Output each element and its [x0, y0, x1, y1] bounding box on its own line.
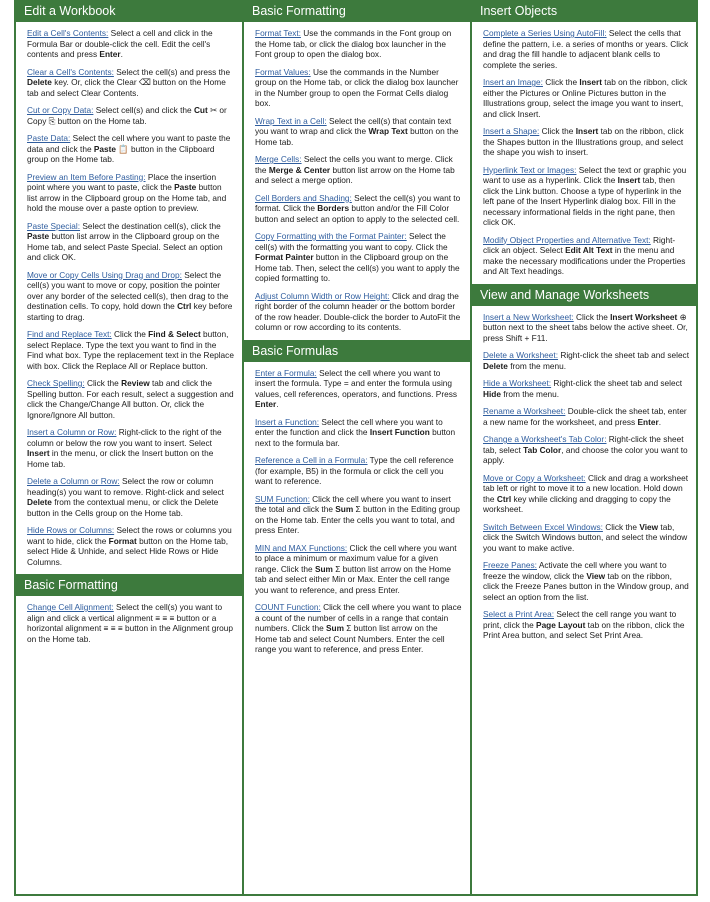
tip-item	[255, 154, 462, 186]
tip-title[interactable]: Cell Borders and Shading:	[255, 192, 352, 203]
section-header-edit-workbook: Edit a Workbook	[16, 0, 242, 22]
tip-title[interactable]: Change Cell Alignment:	[27, 602, 114, 612]
section-header-basic-formatting-2: Basic Formatting	[244, 0, 470, 22]
tip-text: Select the cells that define the pattern, i.e. a series of months or years. Click and drag the fill handle to adjacent blank cells to complete the series.	[483, 28, 689, 70]
tip-text-end: button list arrow in the Clipboard group on the Home tab, and select Paste Special. Select an option and click OK.	[27, 231, 223, 262]
section-basic-formatting-alignment	[16, 596, 242, 644]
tip-text-end: tab on the ribbon, click the Shapes button in the Illustrations group, and select the shape you wish to insert.	[483, 126, 684, 157]
tip-bold: Page Layout	[536, 619, 586, 630]
tip-bold: Format Painter	[255, 252, 314, 262]
tip-item	[255, 193, 462, 225]
tip-text-end: from the contextual menu, or click the Delete button in the Cells group on the Home tab.	[27, 497, 219, 518]
section-insert-objects	[472, 22, 698, 277]
tip-text-end: , and choose the color you want to apply.	[483, 444, 688, 465]
tip-text-end: in the menu and make the necessary modifications under the Properties and Alt Text headings.	[483, 245, 686, 276]
tip-item	[27, 329, 234, 371]
tip-bold: Wrap Text	[368, 126, 408, 136]
tip-text: Click the	[84, 378, 122, 388]
column-1	[16, 0, 244, 894]
tip-title[interactable]: Hyperlink Text or Images:	[483, 164, 577, 175]
tip-bold: Delete	[27, 77, 52, 87]
tip-item	[27, 133, 234, 165]
tip-item	[255, 67, 462, 109]
tip-bold: Sum	[314, 563, 333, 574]
tip-title[interactable]: Switch Between Excel Windows:	[483, 521, 603, 532]
tip-text-end: key before starting to drag.	[27, 301, 233, 322]
tip-bold: Enter	[99, 49, 121, 59]
tip-text: Click the cell where you want to insert the total and click the	[255, 493, 451, 514]
tip-bold: Enter	[637, 416, 659, 427]
tip-bold: ≡ ≡ ≡	[155, 612, 175, 623]
tip-title[interactable]: Freeze Panes:	[483, 560, 537, 570]
tip-text: Select the cell(s) and press the	[113, 66, 231, 77]
tip-title[interactable]: Delete a Worksheet:	[483, 350, 559, 360]
tip-bold: Paste	[174, 182, 197, 192]
tip-text-end: in the menu, or click the Insert button on the Home tab.	[27, 448, 214, 469]
tip-text-end: from the menu.	[500, 388, 560, 399]
tip-text: Double-click the sheet tab, enter a new name for the worksheet, and press	[483, 406, 687, 427]
tip-item	[483, 560, 690, 602]
tip-text-end: .	[658, 416, 662, 427]
tip-item	[27, 105, 234, 126]
tip-text: Click and drag the right border of the column header or the bottom border of the row header. Double-click the border to AutoFit the column or row according to its contents.	[255, 290, 461, 332]
tip-text-end: button and/or the Fill Color button and select an option to apply to the selected cell.	[255, 203, 460, 224]
tip-text-end: tab on the ribbon, click the Freeze Panes button in the Window group, and select an option from the list.	[483, 570, 689, 602]
tip-bold: Paste	[27, 231, 50, 241]
tip-text-end: from the menu.	[507, 360, 567, 371]
tip-bold: Merge & Center	[268, 164, 331, 175]
tip-bold: Insert	[27, 448, 50, 458]
tip-bold: Tab Color	[523, 444, 562, 455]
tip-title[interactable]: Check Spelling:	[27, 378, 85, 388]
tip-text: Right-click an object. Select	[483, 234, 676, 255]
tip-title[interactable]: Copy Formatting with the Format Painter:	[255, 231, 407, 241]
tip-bold: Cut	[193, 105, 208, 115]
tip-title[interactable]: Reference a Cell in a Formula:	[255, 455, 368, 465]
tip-bold: Insert Function	[369, 427, 430, 437]
tip-text: Use the commands in the Font group on the Home tab, or click the dialog box launcher in the Font group to open the dialog box.	[255, 28, 452, 59]
tip-title[interactable]: Merge Cells:	[255, 154, 302, 164]
tip-item	[483, 434, 690, 466]
tip-text-end: tab on the ribbon, click the Print Area button, and select Set Print Area.	[483, 619, 685, 640]
tip-text-end: button, select Replace. Type the text you want to find in the Find what box. Type the replacement text in the Replace with box. Click the Replace All or Replace button.	[27, 329, 234, 371]
tip-item	[483, 77, 690, 119]
tip-item	[27, 67, 234, 99]
tip-text: Select the cell range you want to print, click the	[483, 609, 677, 630]
tip-title[interactable]: Hide a Worksheet:	[483, 378, 552, 388]
tip-text: Select the cell(s) that contain text you want to wrap and click the	[255, 115, 452, 136]
tip-item	[27, 476, 234, 518]
tip-text: Select the cell(s) you want to align and click a vertical alignment	[27, 602, 223, 623]
tip-text-end: button list arrow on the Home tab and select a merge option.	[255, 164, 455, 185]
section-header-basic-formatting: Basic Formatting	[16, 574, 242, 596]
tip-item	[483, 473, 690, 515]
tip-text: Click the	[602, 521, 640, 532]
tip-text-end: key. Or, click the Clear ⌫ button on the Home tab and select Clear Contents.	[27, 77, 226, 98]
tip-bold: Insert Worksheet	[610, 311, 678, 322]
section-header-insert-objects: Insert Objects	[472, 0, 698, 22]
tip-text: Use the commands in the Number group on the Home tab, or click the dialog box launcher in the Number group to open the Format Cells dialog box.	[255, 66, 459, 108]
tip-text: Select the cell where you want to enter the function and click the	[255, 416, 443, 437]
tip-item	[483, 126, 690, 158]
tip-item	[483, 378, 690, 399]
tip-text: Select the row or column heading(s) you want to remove. Right-click and select	[27, 476, 224, 497]
tip-text-end: button in the Clipboard group on the Home tab. Then, select the cell(s) you want to apply the copied formatting to.	[255, 252, 460, 283]
tip-text: Right-click the sheet tab and select	[551, 378, 683, 388]
tip-text: Activate the cell where you want to freeze the window, click the	[483, 560, 667, 581]
tip-title[interactable]: MIN and MAX Functions:	[255, 542, 348, 553]
tip-item	[483, 28, 690, 70]
tip-bold: Format	[108, 535, 137, 546]
tip-text: Select the rows or columns you want to hide, click the	[27, 525, 232, 546]
tip-bold: View	[586, 570, 606, 581]
tip-text: Select the cells you want to merge. Click the	[255, 154, 453, 175]
tip-title[interactable]: Modify Object Properties and Alternative Text:	[483, 234, 651, 245]
tip-bold: Paste	[93, 143, 117, 154]
tip-item	[255, 602, 462, 655]
tip-title[interactable]: Insert a Function:	[255, 416, 320, 427]
section-basic-formatting	[244, 22, 470, 333]
tip-title[interactable]: SUM Function:	[255, 493, 310, 504]
tip-title[interactable]: Adjust Column Width or Row Height:	[255, 290, 390, 301]
tip-text-end: ✂ or Copy ⎘ button on the Home tab.	[27, 105, 227, 126]
tip-item	[255, 28, 462, 60]
tip-text-end: Σ button list arrow on the Home tab and select Count Numbers. Enter the cell range you want to reference, and press Enter.	[255, 623, 445, 654]
tip-item	[255, 455, 462, 487]
tip-item	[483, 350, 690, 371]
section-edit-workbook	[16, 22, 242, 567]
tip-text: Right-click the sheet tab and select	[558, 350, 690, 360]
tip-title[interactable]: Enter a Formula:	[255, 367, 317, 378]
tip-title[interactable]: Complete a Series Using AutoFill:	[483, 28, 607, 38]
tip-item	[27, 427, 234, 469]
tip-title[interactable]: Preview an Item Before Pasting:	[27, 171, 146, 182]
tip-bold: Sum	[326, 623, 344, 633]
tip-title[interactable]: Paste Data:	[27, 133, 71, 143]
tip-bold: View	[639, 521, 659, 532]
tip-text-end: tab, then click the Link button. Choose a type of hyperlink in the left pane of the Insert Hyperlink dialog box. Fill in the necessary informational fields in the right pane, then click OK.	[483, 175, 682, 227]
section-header-view-manage-worksheets: View and Manage Worksheets	[472, 284, 698, 306]
tip-text: Select a cell and click in the Formula Bar or double-click the cell. Edit the cell's contents and press	[27, 28, 213, 59]
tip-item	[255, 368, 462, 410]
tip-bold: Insert	[579, 77, 602, 87]
tip-title[interactable]: Insert a Column or Row:	[27, 427, 117, 437]
tip-bold: Find & Select	[148, 329, 201, 339]
tip-text-end: tab, click the Switch Windows button, and select the window you want to make active.	[483, 521, 688, 553]
tip-bold: Sum	[335, 504, 354, 514]
tip-text: Click the cell where you want to place a count of the number of cells in a range that contain numbers. Click the	[255, 602, 462, 633]
tip-item	[27, 221, 234, 263]
tip-bold: Insert	[575, 126, 599, 136]
tip-title[interactable]: Find and Replace Text:	[27, 329, 112, 339]
tip-text: Select the cell(s) with the formatting you want to copy. Click the	[255, 231, 448, 252]
tip-text: Click and drag a worksheet tab left or right to move it to a new location. Hold down the	[483, 472, 689, 504]
tip-text: Click the	[539, 126, 576, 136]
tip-title[interactable]: COUNT Function:	[255, 602, 321, 612]
tip-title[interactable]: Cut or Copy Data:	[27, 105, 94, 115]
tip-text-end: ⊕ button next to the sheet tabs below the active sheet. Or, press Shift + F11.	[483, 311, 688, 343]
tip-bold: Delete	[27, 497, 52, 507]
tip-bold: Edit Alt Text	[565, 245, 613, 255]
tip-text-end: key while clicking and dragging to copy the worksheet.	[483, 493, 671, 514]
tip-item	[483, 406, 690, 427]
tip-bold: Borders	[317, 203, 350, 213]
tip-bold: Hide	[483, 388, 501, 399]
column-3	[472, 0, 698, 894]
tip-title[interactable]: Hide Rows or Columns:	[27, 525, 115, 535]
tip-title[interactable]: Clear a Cell's Contents:	[27, 66, 114, 77]
tip-title[interactable]: Edit a Cell's Contents:	[27, 28, 109, 38]
tip-item	[255, 543, 462, 596]
tip-title[interactable]: Paste Special:	[27, 220, 81, 231]
tip-item	[27, 28, 234, 60]
tip-text-end: Σ button in the Editing group on the Home tab. Enter the cells you want to total, and press Enter.	[255, 504, 460, 535]
section-basic-formulas	[244, 362, 470, 655]
tip-bold: Insert	[617, 175, 641, 185]
tip-text-end: button on the Home tab, select Hide & Unhide, and select Hide Rows or Hide Columns.	[27, 535, 229, 567]
tip-title[interactable]: Insert an Image:	[483, 77, 543, 87]
section-header-basic-formulas: Basic Formulas	[244, 340, 470, 362]
tip-item	[483, 522, 690, 554]
tip-title[interactable]: Rename a Worksheet:	[483, 406, 566, 416]
tip-title[interactable]: Format Values:	[255, 66, 311, 77]
tip-text: Select the cell where you want to paste the data and click the	[27, 133, 231, 154]
tip-text: Click the	[111, 329, 149, 339]
tip-title[interactable]: Format Text:	[255, 28, 301, 38]
tip-item	[255, 417, 462, 449]
tip-item	[483, 312, 690, 344]
tip-text: Place the insertion point where you want to paste, click the	[27, 171, 217, 192]
tip-item	[27, 602, 234, 644]
tip-text: Right-click the sheet tab, select	[483, 434, 684, 455]
tip-title[interactable]: Delete a Column or Row:	[27, 476, 120, 486]
tip-item	[483, 165, 690, 228]
tip-text: Select cell(s) and click the	[93, 105, 194, 115]
tip-text: Click the cell where you want to place a minimum or maximum value for a given range. Click the	[255, 542, 457, 574]
tip-text-end: button next to the formula bar.	[255, 427, 456, 448]
tip-text-end: button on the Home tab.	[255, 126, 459, 147]
tip-text: Click the	[542, 77, 580, 87]
tip-item	[483, 235, 690, 277]
tip-text-end: .	[120, 49, 123, 59]
tip-title[interactable]: Change a Worksheet's Tab Color:	[483, 434, 607, 444]
tip-item	[255, 291, 462, 333]
tip-text-end: button list arrow in the Clipboard group on the Home tab, and hold the mouse over a paste option to preview.	[27, 182, 227, 213]
tip-title[interactable]: Insert a New Worksheet:	[483, 311, 574, 322]
tip-item	[483, 609, 690, 641]
tip-bold: Delete	[483, 360, 508, 371]
tip-item	[255, 116, 462, 148]
tip-title[interactable]: Insert a Shape:	[483, 126, 540, 136]
tip-text: Right-click to the right of the column or below the row you want to insert. Select	[27, 427, 222, 448]
tip-text-end: tab and click the Spelling button. For each result, select a suggestion and click the Change/Change All button. Or, click the Ignore/Ignore All button.	[27, 378, 234, 420]
tip-text-end: .	[276, 399, 279, 409]
tip-bold: Ctrl	[177, 301, 192, 311]
tip-text-end: 📋 button in the Clipboard group on the Home tab.	[27, 143, 215, 164]
tip-bold: Enter	[255, 399, 277, 409]
section-view-manage-worksheets	[472, 306, 698, 641]
tip-bold: Review	[121, 378, 150, 388]
cheat-sheet-page	[14, 0, 698, 896]
tip-title[interactable]: Select a Print Area:	[483, 609, 555, 619]
tip-item	[255, 494, 462, 536]
tip-bold: Ctrl	[496, 493, 512, 504]
tip-item	[27, 172, 234, 214]
tip-title[interactable]: Move or Copy Cells Using Drag and Drop:	[27, 269, 182, 280]
tip-title[interactable]: Move or Copy a Worksheet:	[483, 472, 586, 483]
tip-text: Type the cell reference (for example, B5) in the formula or click the cell you want to reference.	[255, 455, 454, 486]
tip-item	[27, 378, 234, 420]
tip-text-end: button or a horizontal alignment ≡ ≡ ≡ button in the Alignment group on the Home tab.	[27, 612, 233, 644]
tip-text: Click the	[573, 311, 611, 322]
tip-title[interactable]: Wrap Text in a Cell:	[255, 115, 327, 126]
tip-item	[255, 231, 462, 284]
tip-text: Select the destination cell(s), click the	[80, 220, 221, 231]
tip-text-end: tab on the ribbon, click either the Pictures or Online Pictures button in the Illustrations group, select the image you want to insert, and click Insert.	[483, 77, 688, 119]
tip-text: Select the cell(s) you want to format. Click the	[255, 192, 461, 213]
tip-text: Select the text or graphic you want to use as a hyperlink. Click the	[483, 164, 687, 185]
tip-text: Select the cell where you want to insert the formula. Type = and enter the formula using values, cell references, operators, and functions. Press	[255, 367, 457, 399]
tip-item	[27, 525, 234, 567]
column-2	[244, 0, 472, 894]
tip-text: Select the cell(s) you want to move or copy, position the pointer over any border of the selected cell(s), then drag to the destination cells. To copy, hold down the	[27, 269, 229, 311]
tip-text-end: Σ button list arrow on the Home tab and select either Min or Max. Enter the cell range you want to reference, and press Enter.	[255, 563, 452, 595]
tip-item	[27, 270, 234, 323]
